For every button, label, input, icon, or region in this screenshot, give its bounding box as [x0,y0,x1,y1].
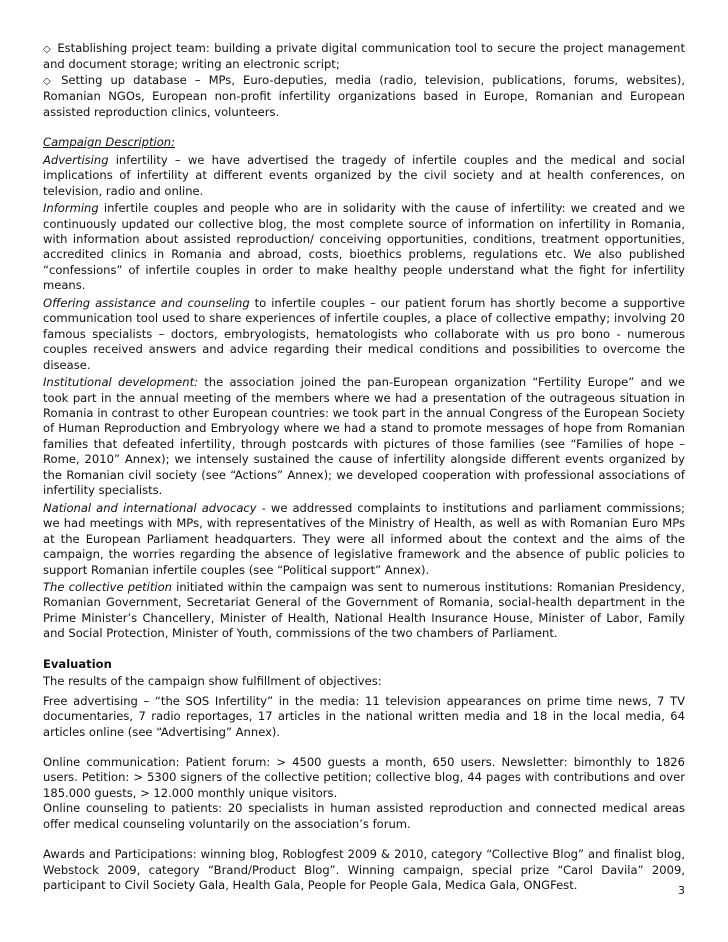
paragraph-informing: Informing infertile couples and people who are in solidarity with the cause of infertility: we created and we continuously updated our collective blog, the most complete source of information on infertility in Romania, with information about assisted reproduction/ conceiving opportunities, conditions, treatment opportunities, accredited clinics in Romania and abroad, costs, bioethics problems, regulations etc. We also published “confessions” of infertile couples in order to make healthy people understand what the fight for infertility means. [43,201,685,293]
campaign-heading: Campaign Description: [43,135,175,150]
evaluation-online-counseling: Online counseling to patients: 20 specialists in human assisted reproduction and connected medical areas offer medical counseling voluntarily on the association’s forum. [43,801,685,831]
diamond-bullet-icon: ◇ [43,44,52,55]
bullet-item: ◇ Setting up database – MPs, Euro-deputies, media (radio, television, publications, forums, websites), Romanian NGOs, European non-profit infertility organizations based in Europe, Romanian and European assisted reproduction clinics, volunteers. [43,72,685,119]
page-number: 3 [678,884,685,897]
bullet-item: ◇ Establishing project team: building a private digital communication tool to secure the project management and document storage; writing an electronic script; [43,41,685,72]
paragraph-institutional: Institutional development: the association joined the pan-European organization “Fertility Europe” and we took part in the annual meeting of the members where we had a presentation of the outrageous situation in Romania in contrast to other European countries: we took part in the annual Congress of the European Society of Human Reproduction and Embryology where we had a stand to promote messages of hope from Romanian families that defeated infertility, through postcards with pictures of those families (see “Families of hope – Rome, 2010” Annex); we intensely sustained the cause of infertility alongside different events organized by the Romanian civil society (see “Actions” Annex); we developed cooperation with professional associations of infertility specialists. [43,375,685,498]
evaluation-online-communication: Online communication: Patient forum: > 4500 guests a month, 650 users. Newsletter: bimonthly to 1826 users. Petition: > 5300 signers of the collective petition; collective blog, 44 pages with contributions and over 185.000 guests, > 12.000 monthly unique visitors. [43,755,685,800]
paragraph-assistance: Offering assistance and counseling to infertile couples – our patient forum has shortly become a supportive communication tool used to share experiences of infertile couples, a place of collective empathy; involving 20 famous specialists – doctors, embryologists, hematologists who collaborate with us pro bono - numerous couples received answers and advice regarding their medical conditions and possibilities to overcome the disease. [43,295,685,372]
diamond-bullet-icon: ◇ [43,75,56,87]
paragraph-petition: The collective petition initiated within the campaign was sent to numerous institutions: Romanian Presidency, Romanian Government, Secretariat General of the Government of Romania, social-health department in the Prime Minister’s Chancellery, Minister of Health, National Health Insurance House, Minister of Labor, Family and Social Protection, Minister of Youth, commissions of the two chambers of Parliament. [43,579,685,641]
evaluation-heading: Evaluation [43,656,112,671]
evaluation-awards: Awards and Participations: winning blog, Roblogfest 2009 & 2010, category “Collective Blog” and finalist blog, Webstock 2009, category “Brand/Product Blog”. Winning campaign, special prize “Carol Davila” 2009, participant to Civil Society Gala, Health Gala, People for People Gala, Medica Gala, ONGFest. [43,847,685,893]
evaluation-free-advertising: Free advertising – “the SOS Infertility” in the media: 11 television appearances on prime time news, 7 TV documentaries, 7 radio reportages, 17 articles in the national written media and 18 in the local media, 64 articles online (see “Advertising” Annex). [43,693,685,739]
paragraph-advertising: Advertising infertility – we have advertised the tragedy of infertile couples and the medical and social implications of infertility at different events organized by the civil society and at health conferences, on television, radio and online. [43,152,685,198]
document-page [43,41,685,894]
evaluation-intro: The results of the campaign show fulfillment of objectives: [43,674,382,689]
paragraph-advocacy: National and international advocacy - we addressed complaints to institutions and parliament commissions; we had meetings with MPs, with representatives of the Ministry of Health, as well as with Romanian Euro MPs at the European Parliament headquarters. They were all informed about the context and the aims of the campaign, the worries regarding the absence of legislative framework and the absence of public policies to support Romanian infertile couples (see “Political support” Annex). [43,500,685,577]
